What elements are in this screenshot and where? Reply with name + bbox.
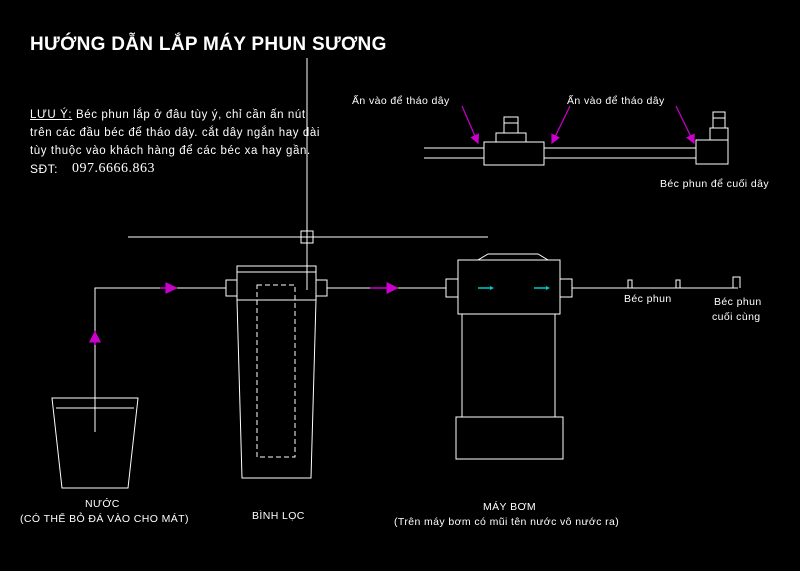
pump-body: [446, 254, 572, 459]
note-line-2: trên các đầu béc để tháo dây. cắt dây ngắn hay dài: [30, 127, 320, 139]
water-label: NƯỚC: [85, 498, 120, 510]
pump-sublabel: (Trên máy bơm có mũi tên nước vô nước ra): [394, 516, 620, 528]
last-nozzle-label-1: Béc phun: [714, 296, 762, 308]
note-text-1: Béc phun lắp ở đâu tùy ý, chỉ cần ấn nút: [75, 109, 306, 121]
phone-number: 097.6666.863: [72, 161, 155, 176]
filter-label: BÌNH LỌC: [252, 510, 305, 522]
cad-crosshair: [128, 58, 488, 290]
end-nozzle-label: Béc phun để cuối dây: [660, 178, 769, 190]
note-line-1: [30, 106, 306, 124]
outlet-hose: [572, 277, 740, 288]
note-heading: LƯU Ý:: [30, 109, 73, 121]
press-label-left: Ấn vào để tháo dây: [352, 95, 450, 107]
note-line-3: tùy thuộc vào khách hàng để các béc xa hay gần.: [30, 145, 311, 157]
filter-housing: [226, 266, 327, 478]
inlet-hose: [95, 288, 226, 432]
pointer-arrows: [462, 106, 694, 143]
pump-label: MÁY BƠM: [483, 501, 537, 513]
water-sublabel: (CÓ THỂ BỎ ĐÁ VÀO CHO MÁT): [20, 513, 189, 525]
page-title: HƯỚNG DẪN LẮP MÁY PHUN SƯƠNG: [30, 34, 387, 55]
nozzle-label: Béc phun: [624, 293, 672, 305]
press-label-right: Ấn vào để tháo dây: [567, 95, 665, 107]
filter-cartridge: [257, 285, 295, 457]
last-nozzle-label-2: cuối cùng: [712, 311, 761, 323]
phone-label: SĐT:: [30, 162, 59, 176]
